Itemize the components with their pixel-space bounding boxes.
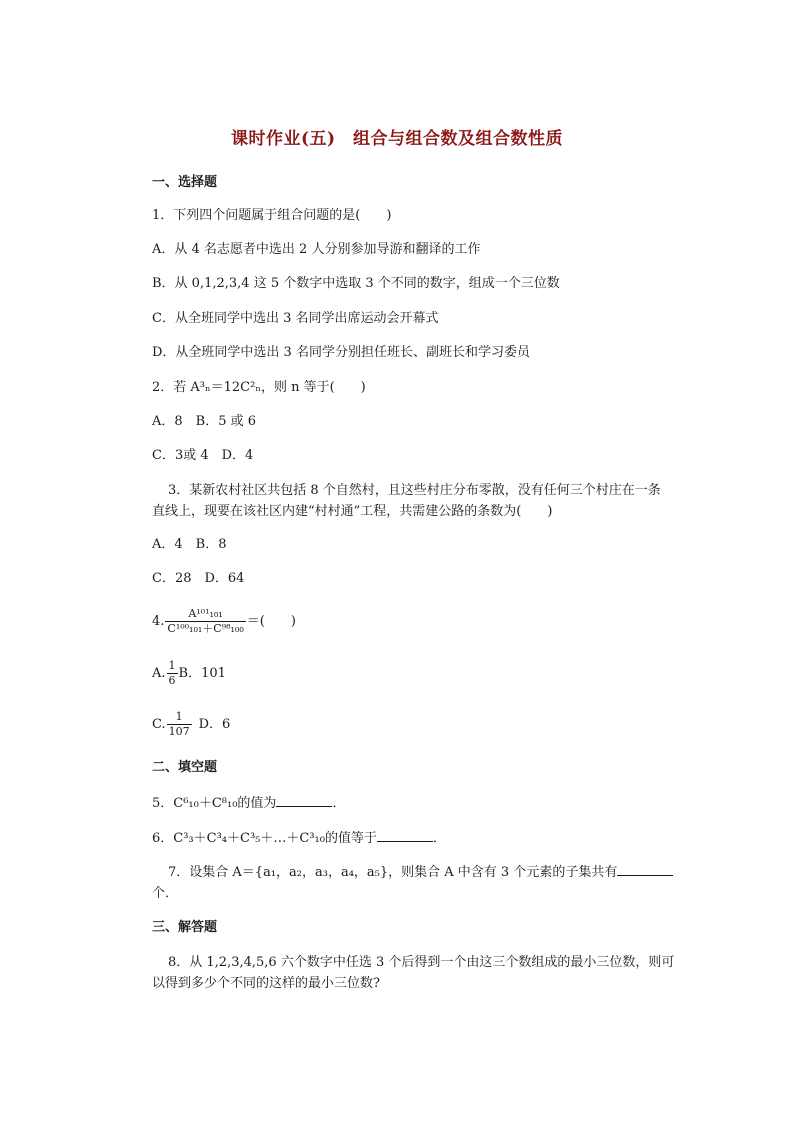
question-4-prefix: 4. bbox=[152, 614, 165, 629]
question-4-denominator: C¹⁰⁰₁₀₁＋C⁹⁸₁₀₀ bbox=[167, 622, 244, 635]
question-1-option-b: B．从 0,1,2,3,4 这 5 个数字中选取 3 个不同的数字，组成一个三位数 bbox=[152, 276, 560, 291]
question-4-stem bbox=[152, 604, 296, 640]
question-4-option-a-denominator: 6 bbox=[168, 674, 176, 687]
question-4-option-c-prefix: C. bbox=[152, 717, 166, 732]
question-7-line1 bbox=[168, 863, 673, 882]
question-4-options-cd bbox=[152, 707, 230, 743]
section-heading-choice: 一、选择题 bbox=[152, 175, 218, 190]
question-3-options-ab: A．4 B．8 bbox=[152, 537, 227, 552]
question-4-numerator: A¹⁰¹₁₀₁ bbox=[165, 607, 245, 622]
question-3-stem-line2: 直线上，现要在该社区内建“村村通”工程，共需建公路的条数为( ) bbox=[152, 504, 553, 519]
question-8-line2: 以得到多少个不同的这样的最小三位数? bbox=[152, 976, 380, 991]
question-4-option-a-numerator: 1 bbox=[168, 659, 176, 672]
question-6-end: ． bbox=[432, 831, 446, 846]
section-heading-solve: 三、解答题 bbox=[152, 920, 218, 935]
section-heading-fill: 二、填空题 bbox=[152, 760, 218, 775]
question-3-stem-line1: 3．某新农村社区共包括 8 个自然村，且这些村庄分布零散，没有任何三个村庄在一条 bbox=[168, 483, 661, 498]
question-6-text: 6．C³₃＋C³₄＋C³₅＋…＋C³₁₀的值等于 bbox=[152, 831, 377, 846]
question-1-option-c: C．从全班同学中选出 3 名同学出席运动会开幕式 bbox=[152, 311, 439, 326]
question-4-option-c-denominator: 107 bbox=[168, 725, 190, 738]
question-4-option-a-prefix: A. bbox=[152, 666, 166, 681]
question-4-option-b: B．101 bbox=[178, 666, 226, 681]
question-4-option-c-fraction bbox=[167, 710, 192, 739]
question-1-stem: 1．下列四个问题属于组合问题的是( ) bbox=[152, 208, 392, 223]
question-8-line1: 8．从 1,2,3,4,5,6 六个数字中任选 3 个后得到一个由这三个数组成的最小三位数，则可 bbox=[168, 955, 675, 970]
question-1-option-a: A．从 4 名志愿者中选出 2 人分别参加导游和翻译的工作 bbox=[152, 242, 481, 257]
question-4-option-c-numerator: 1 bbox=[167, 710, 192, 725]
question-1-option-d: D．从全班同学中选出 3 名同学分别担任班长、副班长和学习委员 bbox=[152, 345, 530, 360]
question-2-stem: 2．若 A³ₙ＝12C²ₙ，则 n 等于( ) bbox=[152, 380, 366, 395]
question-4-option-a-fraction bbox=[167, 659, 178, 688]
question-7-text: 7．设集合 A＝{a₁，a₂，a₃，a₄，a₅}，则集合 A 中含有 3 个元素的子集共有 bbox=[168, 865, 618, 880]
question-5-text: 5．C⁶₁₀＋C⁸₁₀的值为 bbox=[152, 796, 277, 811]
question-7-line2: 个． bbox=[152, 886, 179, 901]
question-4-suffix: ＝( ) bbox=[246, 614, 296, 629]
question-5 bbox=[152, 794, 345, 813]
answer-blank-5 bbox=[276, 794, 332, 807]
answer-blank-6 bbox=[377, 829, 433, 842]
question-5-end: ． bbox=[332, 796, 346, 811]
question-3-options-cd: C．28 D．64 bbox=[152, 571, 245, 586]
question-4-options-ab bbox=[152, 656, 226, 692]
question-4-option-d: D．6 bbox=[198, 717, 231, 732]
question-2-options-ab: A．8 B．5 或 6 bbox=[152, 414, 257, 429]
question-6 bbox=[152, 829, 446, 848]
answer-blank-7 bbox=[617, 863, 673, 876]
question-4-fraction bbox=[165, 607, 245, 636]
page-title: 课时作业(五) 组合与组合数及组合数性质 bbox=[230, 129, 564, 149]
question-2-options-cd: C．3或 4 D．4 bbox=[152, 448, 254, 463]
